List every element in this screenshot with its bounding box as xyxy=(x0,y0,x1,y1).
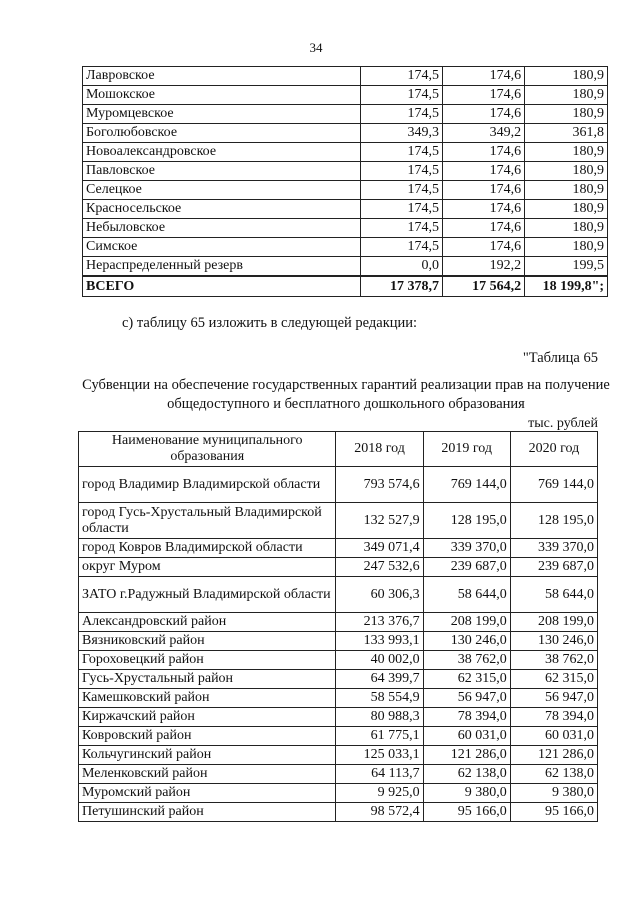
table-row xyxy=(83,219,608,238)
value-cell: 174,5 xyxy=(360,105,442,124)
value-cell: 247 532,6 xyxy=(336,558,423,577)
value-cell: 174,6 xyxy=(442,105,524,124)
row-label: Камешковский район xyxy=(79,689,336,708)
value-cell: 64 113,7 xyxy=(336,765,423,784)
row-label: Ковровский район xyxy=(79,727,336,746)
value-cell: 793 574,6 xyxy=(336,467,423,503)
table-row xyxy=(83,86,608,105)
row-label: Кольчугинский район xyxy=(79,746,336,765)
table-header-row xyxy=(79,432,598,467)
table-row xyxy=(79,503,598,539)
value-cell: 80 988,3 xyxy=(336,708,423,727)
row-label: город Гусь-Хрустальный Владимирской области xyxy=(79,503,336,539)
table-row xyxy=(79,632,598,651)
value-cell: 128 195,0 xyxy=(423,503,510,539)
value-cell: 58 644,0 xyxy=(423,577,510,613)
value-cell: 60 031,0 xyxy=(510,727,597,746)
table-row xyxy=(83,257,608,277)
table-row xyxy=(79,708,598,727)
row-label: Селецкое xyxy=(83,181,361,200)
value-cell: 61 775,1 xyxy=(336,727,423,746)
value-cell: 174,6 xyxy=(442,143,524,162)
table-row xyxy=(79,727,598,746)
value-cell: 128 195,0 xyxy=(510,503,597,539)
table-row xyxy=(79,577,598,613)
value-cell: 174,5 xyxy=(360,200,442,219)
value-cell: 9 380,0 xyxy=(510,784,597,803)
value-cell: 62 138,0 xyxy=(423,765,510,784)
row-label: город Ковров Владимирской области xyxy=(79,539,336,558)
value-cell: 174,5 xyxy=(360,219,442,238)
value-cell: 56 947,0 xyxy=(423,689,510,708)
header-2019: 2019 год xyxy=(423,432,510,467)
value-cell: 174,6 xyxy=(442,238,524,257)
row-label: ЗАТО г.Радужный Владимирской области xyxy=(79,577,336,613)
row-label: Гороховецкий район xyxy=(79,651,336,670)
value-cell: 60 031,0 xyxy=(423,727,510,746)
value-cell: 38 762,0 xyxy=(423,651,510,670)
total-row xyxy=(83,276,608,297)
table-row xyxy=(83,67,608,86)
value-cell: 174,5 xyxy=(360,67,442,86)
table-row xyxy=(79,558,598,577)
value-cell: 58 554,9 xyxy=(336,689,423,708)
value-cell: 339 370,0 xyxy=(423,539,510,558)
value-cell: 180,9 xyxy=(525,219,608,238)
value-cell: 239 687,0 xyxy=(423,558,510,577)
row-label: Меленковский район xyxy=(79,765,336,784)
value-cell: 62 315,0 xyxy=(423,670,510,689)
value-cell: 9 925,0 xyxy=(336,784,423,803)
row-label: город Владимир Владимирской области xyxy=(79,467,336,503)
row-label: Петушинский район xyxy=(79,803,336,822)
row-label: Боголюбовское xyxy=(83,124,361,143)
value-cell: 349,3 xyxy=(360,124,442,143)
table-row xyxy=(83,181,608,200)
value-cell: 95 166,0 xyxy=(423,803,510,822)
value-cell: 769 144,0 xyxy=(510,467,597,503)
value-cell: 64 399,7 xyxy=(336,670,423,689)
value-cell: 98 572,4 xyxy=(336,803,423,822)
table-row xyxy=(79,784,598,803)
value-cell: 121 286,0 xyxy=(423,746,510,765)
value-cell: 17 378,7 xyxy=(360,276,442,297)
value-cell: 174,6 xyxy=(442,162,524,181)
units-label: тыс. рублей xyxy=(528,416,598,431)
value-cell: 769 144,0 xyxy=(423,467,510,503)
value-cell: 18 199,8"; xyxy=(525,276,608,297)
value-cell: 180,9 xyxy=(525,200,608,219)
value-cell: 180,9 xyxy=(525,181,608,200)
value-cell: 180,9 xyxy=(525,238,608,257)
table-row xyxy=(83,105,608,124)
value-cell: 130 246,0 xyxy=(423,632,510,651)
value-cell: 62 138,0 xyxy=(510,765,597,784)
header-2018: 2018 год xyxy=(336,432,423,467)
value-cell: 339 370,0 xyxy=(510,539,597,558)
value-cell: 40 002,0 xyxy=(336,651,423,670)
value-cell: 130 246,0 xyxy=(510,632,597,651)
value-cell: 180,9 xyxy=(525,67,608,86)
row-label: Киржачский район xyxy=(79,708,336,727)
value-cell: 38 762,0 xyxy=(510,651,597,670)
value-cell: 58 644,0 xyxy=(510,577,597,613)
table-row xyxy=(83,200,608,219)
value-cell: 174,5 xyxy=(360,86,442,105)
table-row xyxy=(79,803,598,822)
row-label: Александровский район xyxy=(79,613,336,632)
value-cell: 174,5 xyxy=(360,181,442,200)
amendment-instruction: с) таблицу 65 изложить в следующей редакции: xyxy=(122,315,418,331)
value-cell: 78 394,0 xyxy=(510,708,597,727)
table-row xyxy=(79,613,598,632)
value-cell: 132 527,9 xyxy=(336,503,423,539)
page-number: 34 xyxy=(309,40,323,55)
table-row xyxy=(83,143,608,162)
row-label: Муромцевское xyxy=(83,105,361,124)
value-cell: 174,6 xyxy=(442,86,524,105)
table-row xyxy=(79,746,598,765)
row-label: Симское xyxy=(83,238,361,257)
value-cell: 174,5 xyxy=(360,162,442,181)
value-cell: 208 199,0 xyxy=(423,613,510,632)
table-title: Субвенции на обеспечение государственных гарантий реализации прав на получение общедоступного и бесплатного дошкольного образования xyxy=(82,377,610,412)
table-row xyxy=(79,670,598,689)
value-cell: 133 993,1 xyxy=(336,632,423,651)
value-cell: 199,5 xyxy=(525,257,608,277)
value-cell: 95 166,0 xyxy=(510,803,597,822)
value-cell: 180,9 xyxy=(525,162,608,181)
value-cell: 121 286,0 xyxy=(510,746,597,765)
row-label: Небыловское xyxy=(83,219,361,238)
value-cell: 349,2 xyxy=(442,124,524,143)
value-cell: 180,9 xyxy=(525,143,608,162)
value-cell: 0,0 xyxy=(360,257,442,277)
row-label: Новоалександровское xyxy=(83,143,361,162)
header-2020: 2020 год xyxy=(510,432,597,467)
value-cell: 174,6 xyxy=(442,181,524,200)
row-label: Гусь-Хрустальный район xyxy=(79,670,336,689)
table-row xyxy=(79,651,598,670)
row-label: ВСЕГО xyxy=(83,276,361,297)
header-municipality: Наименование муниципального образования xyxy=(79,432,336,467)
value-cell: 180,9 xyxy=(525,86,608,105)
value-cell: 349 071,4 xyxy=(336,539,423,558)
value-cell: 174,5 xyxy=(360,238,442,257)
value-cell: 213 376,7 xyxy=(336,613,423,632)
value-cell: 361,8 xyxy=(525,124,608,143)
table-row xyxy=(79,765,598,784)
table-row xyxy=(79,467,598,503)
value-cell: 174,6 xyxy=(442,200,524,219)
value-cell: 208 199,0 xyxy=(510,613,597,632)
table-row xyxy=(83,124,608,143)
value-cell: 60 306,3 xyxy=(336,577,423,613)
value-cell: 174,6 xyxy=(442,219,524,238)
value-cell: 180,9 xyxy=(525,105,608,124)
table-row xyxy=(79,689,598,708)
value-cell: 56 947,0 xyxy=(510,689,597,708)
row-label: Вязниковский район xyxy=(79,632,336,651)
table-label: "Таблица 65 xyxy=(522,350,598,366)
value-cell: 174,5 xyxy=(360,143,442,162)
row-label: Муромский район xyxy=(79,784,336,803)
row-label: Нераспределенный резерв xyxy=(83,257,361,277)
table-row xyxy=(83,238,608,257)
value-cell: 9 380,0 xyxy=(423,784,510,803)
row-label: Красносельское xyxy=(83,200,361,219)
row-label: Павловское xyxy=(83,162,361,181)
allocation-table-continued xyxy=(82,66,608,297)
row-label: Мошокское xyxy=(83,86,361,105)
row-label: Лавровское xyxy=(83,67,361,86)
value-cell: 239 687,0 xyxy=(510,558,597,577)
value-cell: 78 394,0 xyxy=(423,708,510,727)
table-row xyxy=(83,162,608,181)
value-cell: 174,6 xyxy=(442,67,524,86)
row-label: округ Муром xyxy=(79,558,336,577)
value-cell: 125 033,1 xyxy=(336,746,423,765)
value-cell: 17 564,2 xyxy=(442,276,524,297)
value-cell: 192,2 xyxy=(442,257,524,277)
table-row xyxy=(79,539,598,558)
value-cell: 62 315,0 xyxy=(510,670,597,689)
subventions-table xyxy=(78,431,598,822)
